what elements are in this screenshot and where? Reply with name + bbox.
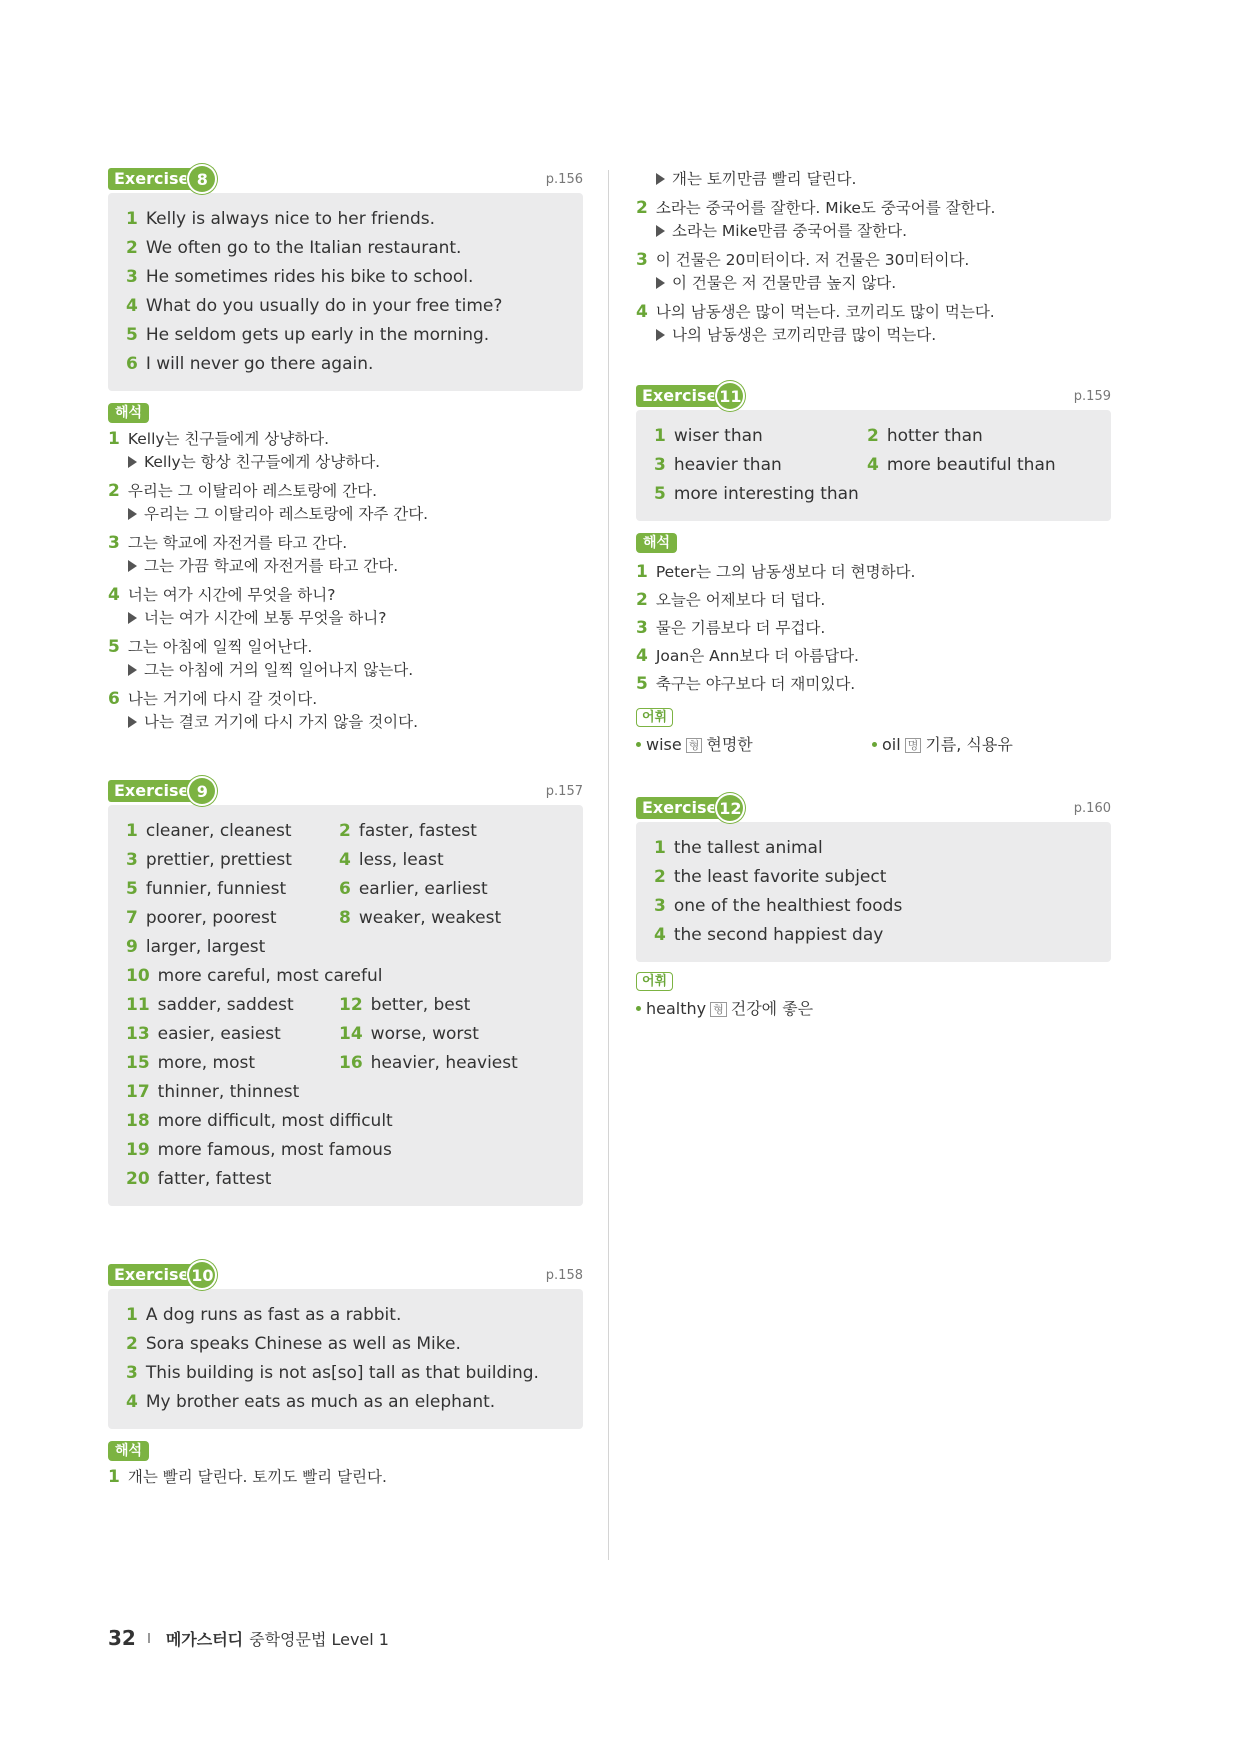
item-text: more famous, most famous: [157, 1140, 392, 1160]
answer-line: [654, 863, 1093, 892]
item-text: Kelly는 항상 친구들에게 상냥하다.: [144, 453, 381, 471]
translation-list: [108, 428, 583, 734]
badge-number: 11: [717, 383, 743, 409]
item-number: 12: [339, 995, 363, 1015]
item-number: 4: [636, 646, 648, 666]
translation-item: [636, 249, 1111, 295]
item-text: 그는 아침에 거의 일찍 일어나지 않는다.: [144, 661, 414, 679]
vocab-item: [636, 997, 872, 1021]
exercise-badge: [636, 385, 743, 407]
translation-item: [636, 558, 1111, 586]
bullet-icon: [636, 742, 641, 747]
exercise-9: [108, 780, 583, 1206]
item-text: 그는 아침에 일찍 일어난다.: [127, 638, 313, 656]
item-number: 20: [126, 1169, 150, 1189]
item-text: wise: [646, 735, 682, 754]
vocab-item: [872, 733, 1111, 757]
item-number: 2: [636, 590, 648, 610]
item-text: Kelly is always nice to her friends.: [145, 209, 436, 229]
item-number: 5: [654, 484, 666, 504]
exercise-header: [636, 385, 1111, 413]
item-number: 19: [126, 1140, 150, 1160]
item-text: fatter, fattest: [157, 1169, 272, 1189]
item-number: 2: [126, 238, 138, 258]
answer-box: [636, 410, 1111, 521]
item-text: 기름, 식용유: [925, 735, 1013, 754]
item-number: 3: [654, 455, 666, 475]
item-number: 5: [108, 637, 120, 657]
item-text: more careful, most careful: [157, 966, 383, 986]
answer-line: [126, 933, 565, 962]
item-text: 나의 남동생은 많이 먹는다. 코끼리도 많이 먹는다.: [655, 303, 995, 321]
exercise-12: [636, 797, 1111, 1021]
arrow-right-icon: [128, 508, 137, 520]
badge-number: 12: [717, 795, 743, 821]
item-number: 18: [126, 1111, 150, 1131]
item-text: oil: [882, 735, 901, 754]
book-subtitle: 중학영문법 Level 1: [249, 1629, 389, 1649]
item-number: 17: [126, 1082, 150, 1102]
vocab-tag: 어휘: [636, 972, 673, 991]
answer-line: [126, 1388, 565, 1417]
item-number: 1: [108, 429, 120, 449]
item-text: healthy: [646, 999, 707, 1018]
exercise-badge: [108, 168, 215, 190]
answer-line: [654, 921, 1093, 950]
badge-label: Exercise: [636, 385, 720, 407]
item-number: 6: [108, 689, 120, 709]
item-number: 3: [126, 850, 138, 870]
item-text: better, best: [370, 995, 471, 1015]
badge-number: 9: [189, 778, 215, 804]
item-number: 5: [636, 674, 648, 694]
item-number: 1: [126, 209, 138, 229]
book-brand: 메가스터디: [165, 1629, 244, 1649]
left-column: [108, 168, 583, 1489]
item-number: 1: [654, 838, 666, 858]
item-text: 나는 거기에 다시 갈 것이다.: [127, 690, 318, 708]
item-text: 소라는 Mike만큼 중국어를 잘한다.: [672, 222, 908, 240]
answer-line: [126, 1330, 565, 1359]
right-column: [636, 168, 1111, 1021]
item-text: prettier, prettiest: [145, 850, 292, 870]
answer-line: [126, 1136, 565, 1165]
exercise-badge: [108, 780, 215, 802]
translation-item: [108, 428, 583, 474]
answer-line: [654, 892, 1093, 921]
item-text: 개는 토끼만큼 빨리 달린다.: [672, 170, 857, 188]
item-number: 4: [126, 1392, 138, 1412]
part-of-speech-label: 형: [710, 1002, 727, 1017]
answer-line: [126, 1078, 565, 1107]
item-text: cleaner, cleanest: [145, 821, 292, 841]
item-text: He sometimes rides his bike to school.: [145, 267, 474, 287]
item-text: 이 건물은 20미터이다. 저 건물은 30미터이다.: [655, 251, 970, 269]
item-text: Joan은 Ann보다 더 아름답다.: [655, 647, 859, 665]
item-text: 너는 여가 시간에 무엇을 하니?: [127, 586, 336, 604]
item-number: 2: [654, 867, 666, 887]
item-number: 3: [636, 250, 648, 270]
item-text: We often go to the Italian restaurant.: [145, 238, 462, 258]
item-number: 4: [339, 850, 351, 870]
item-number: 15: [126, 1053, 150, 1073]
item-number: 5: [126, 325, 138, 345]
arrow-right-icon: [128, 612, 137, 624]
answer-box: [108, 193, 583, 391]
translation-item: [636, 586, 1111, 614]
item-text: Sora speaks Chinese as well as Mike.: [145, 1334, 461, 1354]
translation-item: [636, 614, 1111, 642]
item-number: 5: [126, 879, 138, 899]
answer-line: [126, 962, 565, 991]
item-text: Kelly는 친구들에게 상냥하다.: [127, 430, 330, 448]
item-number: 3: [654, 896, 666, 916]
item-text: more beautiful than: [886, 455, 1056, 475]
vocab-item: [636, 733, 872, 757]
item-number: 4: [126, 296, 138, 316]
answer-line: [126, 292, 565, 321]
item-number: 16: [339, 1053, 363, 1073]
item-number: 3: [108, 533, 120, 553]
answer-box: [636, 822, 1111, 962]
vocab-list: [636, 733, 1111, 757]
item-text: 물은 기름보다 더 무겁다.: [655, 619, 826, 637]
item-text: 축구는 야구보다 더 재미있다.: [655, 675, 856, 693]
item-number: 2: [867, 426, 879, 446]
item-number: 1: [636, 562, 648, 582]
item-number: 6: [126, 354, 138, 374]
item-number: 2: [636, 198, 648, 218]
item-number: 7: [126, 908, 138, 928]
item-text: 그는 가끔 학교에 자전거를 타고 간다.: [144, 557, 399, 575]
item-number: 6: [339, 879, 351, 899]
item-text: larger, largest: [145, 937, 266, 957]
item-text: heavier than: [673, 455, 782, 475]
item-text: A dog runs as fast as a rabbit.: [145, 1305, 402, 1325]
translation-item: [636, 197, 1111, 243]
item-text: the tallest animal: [673, 838, 823, 858]
item-text: 나는 결코 거기에 다시 가지 않을 것이다.: [144, 713, 419, 731]
exercise-8: [108, 168, 583, 734]
item-text: 우리는 그 이탈리아 레스토랑에 간다.: [127, 482, 378, 500]
item-text: 이 건물은 저 건물만큼 높지 않다.: [672, 274, 897, 292]
item-number: 3: [126, 1363, 138, 1383]
translation-item: [108, 1466, 583, 1489]
page-reference: p.160: [1073, 801, 1111, 816]
footer-separator: [148, 1633, 150, 1643]
translation-item: [108, 636, 583, 682]
translation-item: [108, 584, 583, 630]
answer-grid: [126, 817, 565, 933]
item-text: sadder, saddest: [157, 995, 294, 1015]
translation-item: [636, 301, 1111, 347]
item-text: earlier, earliest: [358, 879, 488, 899]
item-text: Peter는 그의 남동생보다 더 현명하다.: [655, 563, 916, 581]
item-text: 개는 빨리 달린다. 토끼도 빨리 달린다.: [127, 1468, 387, 1486]
translation-item: [108, 480, 583, 526]
item-number: 10: [126, 966, 150, 986]
item-text: 소라는 중국어를 잘한다. Mike도 중국어를 잘한다.: [655, 199, 996, 217]
exercise-badge: [108, 1264, 215, 1286]
arrow-right-icon: [656, 225, 665, 237]
exercise-header: [636, 797, 1111, 825]
item-number: 4: [636, 302, 648, 322]
vocab-list: [636, 997, 1111, 1021]
answer-line: [126, 1359, 565, 1388]
translation-item: [636, 642, 1111, 670]
item-text: more interesting than: [673, 484, 859, 504]
answer-grid: [126, 991, 565, 1078]
answer-line: [126, 263, 565, 292]
translation-list: [636, 558, 1111, 698]
item-text: one of the healthiest foods: [673, 896, 903, 916]
translation-tag: 해석: [108, 403, 149, 423]
item-number: 11: [126, 995, 150, 1015]
part-of-speech-label: 명: [905, 738, 922, 753]
arrow-right-icon: [128, 456, 137, 468]
item-text: 현명한: [706, 735, 753, 754]
answer-box: [108, 805, 583, 1206]
item-number: 4: [654, 925, 666, 945]
answer-line: [126, 205, 565, 234]
item-number: 13: [126, 1024, 150, 1044]
item-number: 2: [339, 821, 351, 841]
answer-box: [108, 1289, 583, 1429]
exercise-badge: [636, 797, 743, 819]
exercise-header: [108, 1264, 583, 1292]
badge-label: Exercise: [108, 780, 192, 802]
translation-item: [108, 688, 583, 734]
item-text: What do you usually do in your free time?: [145, 296, 503, 316]
item-text: less, least: [358, 850, 444, 870]
page-footer: [108, 1626, 389, 1650]
item-number: 3: [126, 267, 138, 287]
answer-line: [126, 234, 565, 263]
item-number: 9: [126, 937, 138, 957]
item-text: This building is not as[so] tall as that building.: [145, 1363, 539, 1383]
exercise-11: [636, 385, 1111, 757]
badge-label: Exercise: [636, 797, 720, 819]
item-text: worse, worst: [370, 1024, 479, 1044]
item-text: He seldom gets up early in the morning.: [145, 325, 490, 345]
answer-line: [126, 321, 565, 350]
translation-item: [108, 532, 583, 578]
item-text: I will never go there again.: [145, 354, 374, 374]
arrow-right-icon: [128, 664, 137, 676]
answer-line: [654, 480, 1093, 509]
item-number: 4: [867, 455, 879, 475]
item-text: more, most: [157, 1053, 255, 1073]
item-text: 그는 학교에 자전거를 타고 간다.: [127, 534, 348, 552]
item-text: heavier, heaviest: [370, 1053, 518, 1073]
answer-line: [126, 1301, 565, 1330]
item-text: 나의 남동생은 코끼리만큼 많이 먹는다.: [672, 326, 937, 344]
item-number: 2: [126, 1334, 138, 1354]
item-text: My brother eats as much as an elephant.: [145, 1392, 496, 1412]
bullet-icon: [636, 1006, 641, 1011]
answer-line: [126, 350, 565, 379]
item-number: 1: [654, 426, 666, 446]
item-number: 14: [339, 1024, 363, 1044]
item-text: 건강에 좋은: [730, 999, 814, 1018]
translation-continued: [636, 168, 1111, 191]
exercise-header: [108, 780, 583, 808]
answer-line: [654, 834, 1093, 863]
badge-label: Exercise: [108, 168, 192, 190]
arrow-right-icon: [656, 277, 665, 289]
page-reference: p.158: [545, 1268, 583, 1283]
page-reference: p.157: [545, 784, 583, 799]
item-number: 4: [108, 585, 120, 605]
item-text: thinner, thinnest: [157, 1082, 300, 1102]
badge-number: 10: [189, 1262, 215, 1288]
part-of-speech-label: 형: [686, 738, 703, 753]
page-reference: p.156: [545, 172, 583, 187]
item-text: hotter than: [886, 426, 983, 446]
item-text: the second happiest day: [673, 925, 884, 945]
exercise-10: [108, 1264, 583, 1489]
item-text: easier, easiest: [157, 1024, 281, 1044]
vocab-tag: 어휘: [636, 708, 673, 727]
answer-line: [126, 1107, 565, 1136]
item-number: 3: [636, 618, 648, 638]
item-text: 우리는 그 이탈리아 레스토랑에 자주 간다.: [144, 505, 429, 523]
arrow-right-icon: [128, 560, 137, 572]
item-text: the least favorite subject: [673, 867, 887, 887]
page-number: 32: [108, 1626, 136, 1650]
bullet-icon: [872, 742, 877, 747]
translation-item: [636, 670, 1111, 698]
item-number: 2: [108, 481, 120, 501]
item-text: more difficult, most difficult: [157, 1111, 393, 1131]
item-number: 8: [339, 908, 351, 928]
arrow-right-icon: [656, 173, 665, 185]
item-number: 1: [126, 821, 138, 841]
column-divider: [608, 170, 609, 1560]
badge-number: 8: [189, 166, 215, 192]
translation-tag: 해석: [636, 533, 677, 553]
item-text: wiser than: [673, 426, 763, 446]
answer-grid: [654, 422, 1093, 480]
arrow-right-icon: [128, 716, 137, 728]
item-text: weaker, weakest: [358, 908, 502, 928]
answer-line: [126, 1165, 565, 1194]
item-number: 1: [108, 1467, 120, 1487]
page-reference: p.159: [1073, 389, 1111, 404]
badge-label: Exercise: [108, 1264, 192, 1286]
item-text: poorer, poorest: [145, 908, 277, 928]
exercise-header: [108, 168, 583, 196]
item-text: 너는 여가 시간에 보통 무엇을 하니?: [144, 609, 387, 627]
item-text: faster, fastest: [358, 821, 477, 841]
item-text: funnier, funniest: [145, 879, 287, 899]
item-number: 1: [126, 1305, 138, 1325]
arrow-right-icon: [656, 329, 665, 341]
exercise-10-continued: [636, 168, 1111, 347]
item-text: 오늘은 어제보다 더 덥다.: [655, 591, 826, 609]
translation-tag: 해석: [108, 1441, 149, 1461]
